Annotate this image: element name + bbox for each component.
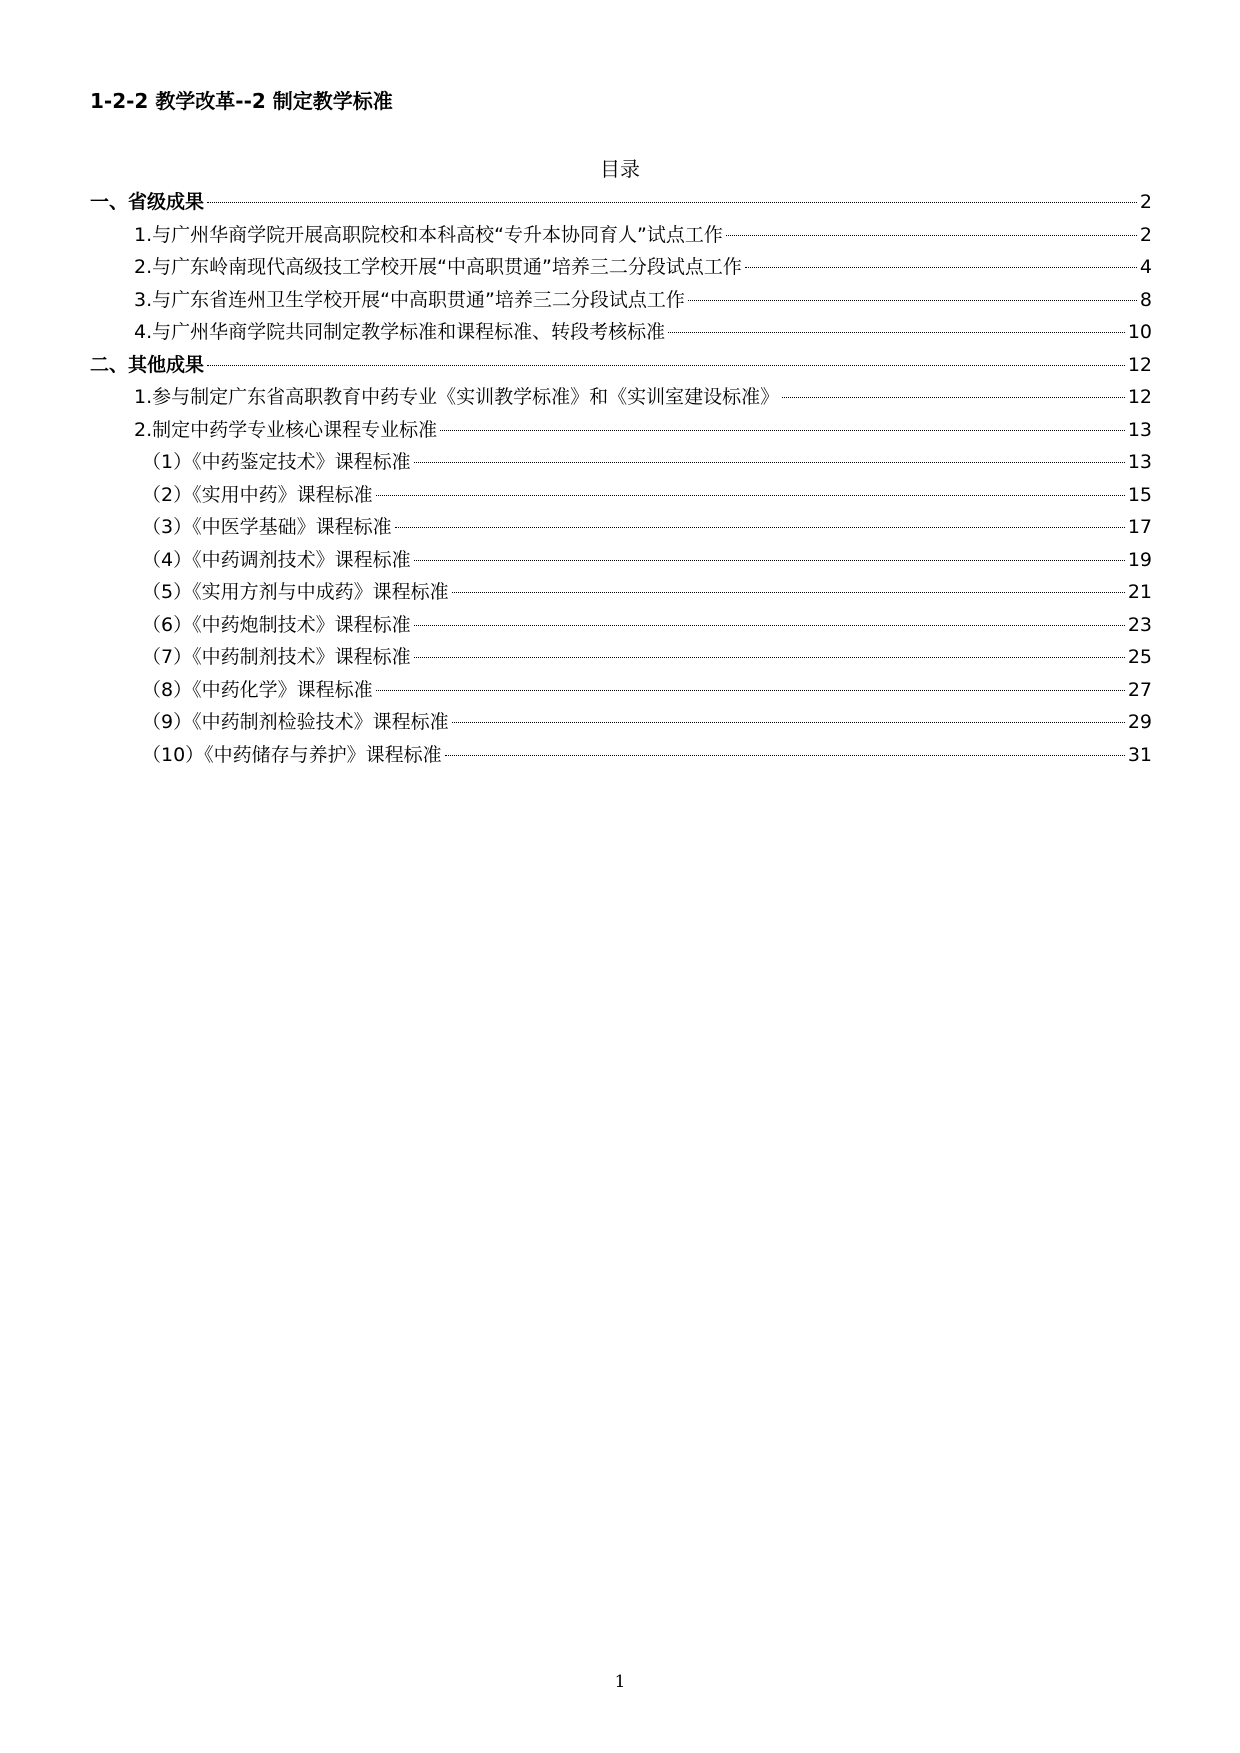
toc-entry-page: 12 [1127, 386, 1152, 408]
toc-entry[interactable] [90, 739, 1152, 772]
toc-entry[interactable] [90, 511, 1152, 544]
toc-dot-leader [440, 430, 1125, 431]
toc-entry-page: 31 [1127, 743, 1152, 766]
toc-entry-page: 21 [1127, 581, 1152, 603]
toc-entry[interactable] [90, 674, 1152, 707]
toc-dot-leader [668, 332, 1125, 333]
toc-dot-leader [414, 625, 1125, 626]
toc-entry-page: 13 [1127, 418, 1152, 441]
toc-dot-leader [207, 202, 1137, 203]
toc-entry-text: （8）《中药化学》课程标准 [142, 678, 373, 701]
toc-dot-leader [376, 495, 1125, 496]
toc-heading: 目录 [600, 157, 640, 181]
toc-dot-leader [745, 267, 1137, 268]
toc-entry-text: （1）《中药鉴定技术》课程标准 [142, 451, 411, 473]
toc-entry[interactable] [90, 284, 1152, 317]
toc-entry[interactable] [90, 576, 1152, 609]
toc-entry-text: （10）《中药储存与养护》课程标准 [142, 743, 442, 766]
toc-dot-leader [452, 592, 1125, 593]
toc-entry-text: （7）《中药制剂技术》课程标准 [142, 646, 411, 668]
toc-entry[interactable] [90, 251, 1152, 284]
toc-entry-text: 4.与广州华商学院共同制定教学标准和课程标准、转段考核标准 [134, 321, 666, 343]
toc-entry-page: 8 [1139, 288, 1152, 311]
toc-entry[interactable] [90, 544, 1152, 577]
toc-entry-text: 一、省级成果 [90, 191, 205, 213]
toc-entry[interactable] [90, 446, 1152, 479]
toc-entry-page: 23 [1127, 613, 1152, 636]
toc-entry-text: （2）《实用中药》课程标准 [142, 483, 373, 506]
document-title: 1-2-2 教学改革--2 制定教学标准 [90, 89, 393, 113]
toc-entry-page: 15 [1127, 483, 1152, 506]
toc-entry-provincial-results[interactable] [90, 186, 1152, 219]
toc-entry[interactable] [90, 414, 1152, 447]
toc-entry-text: （3）《中医学基础》课程标准 [142, 516, 392, 538]
toc-entry-page: 10 [1127, 321, 1152, 343]
toc-entry[interactable] [90, 219, 1152, 252]
page-number: 1 [614, 1672, 626, 1692]
toc-entry-other-results[interactable] [90, 349, 1152, 382]
toc-entry-page: 4 [1139, 256, 1152, 278]
toc-entry[interactable] [90, 381, 1152, 414]
toc-entry-page: 2 [1139, 223, 1152, 246]
toc-entry-page: 25 [1127, 646, 1152, 668]
toc-dot-leader [445, 755, 1125, 756]
toc-entry-text: （5）《实用方剂与中成药》课程标准 [142, 581, 449, 603]
toc-dot-leader [726, 235, 1137, 236]
toc-dot-leader [395, 527, 1125, 528]
toc-entry-text: （4）《中药调剂技术》课程标准 [142, 548, 411, 571]
toc-entry-text: 2.制定中药学专业核心课程专业标准 [134, 418, 438, 441]
toc-entry-page: 17 [1127, 516, 1152, 538]
table-of-contents [90, 186, 1152, 771]
toc-entry-text: （9）《中药制剂检验技术》课程标准 [142, 711, 449, 733]
toc-entry-page: 13 [1127, 451, 1152, 473]
toc-entry-text: （6）《中药炮制技术》课程标准 [142, 613, 411, 636]
toc-entry-text: 2.与广东岭南现代高级技工学校开展“中高职贯通”培养三二分段试点工作 [134, 256, 742, 278]
toc-entry[interactable] [90, 641, 1152, 674]
toc-entry[interactable] [90, 706, 1152, 739]
toc-dot-leader [414, 657, 1125, 658]
toc-entry-text: 1.参与制定广东省高职教育中药专业《实训教学标准》和《实训室建设标准》 [134, 386, 780, 408]
toc-dot-leader [207, 365, 1125, 366]
toc-entry[interactable] [90, 316, 1152, 349]
toc-dot-leader [452, 722, 1125, 723]
toc-dot-leader [414, 462, 1125, 463]
toc-dot-leader [376, 690, 1125, 691]
toc-dot-leader [414, 560, 1125, 561]
toc-entry-page: 12 [1127, 353, 1152, 376]
toc-dot-leader [688, 300, 1137, 301]
toc-entry-page: 19 [1127, 548, 1152, 571]
toc-entry-text: 3.与广东省连州卫生学校开展“中高职贯通”培养三二分段试点工作 [134, 288, 685, 311]
toc-entry-page: 2 [1139, 191, 1152, 213]
toc-dot-leader [782, 397, 1125, 398]
toc-entry[interactable] [90, 609, 1152, 642]
toc-entry-text: 二、其他成果 [90, 353, 205, 376]
toc-entry-page: 29 [1127, 711, 1152, 733]
toc-entry-page: 27 [1127, 678, 1152, 701]
toc-entry-text: 1.与广州华商学院开展高职院校和本科高校“专升本协同育人”试点工作 [134, 223, 723, 246]
toc-entry[interactable] [90, 479, 1152, 512]
